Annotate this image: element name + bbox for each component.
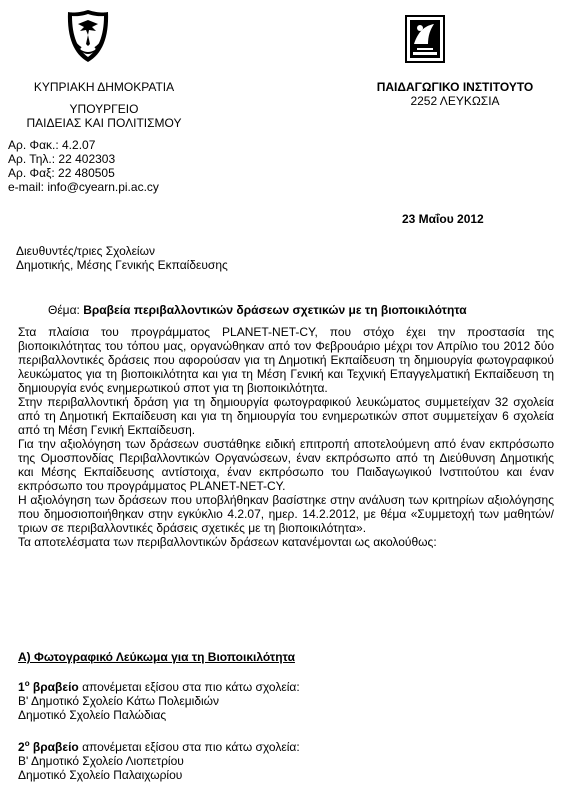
header-left <box>14 80 194 130</box>
prize-2 <box>18 740 518 782</box>
prize-2-ordinal: ο <box>24 739 30 748</box>
body-paragraph-1: Στα πλαίσια του προγράμματος PLANET-NET-CY, που στόχο έχει την προστασία της βιοποικιλότητας του τόπου μας, οργανώθηκαν από τον Φεβρουάριο μέχρι τον Απρίλιο του 2012 δύο περιβαλλοντικές δράσεις που αφορούσαν για τη Δημοτική Εκπαίδευση τη δημιουργία φωτογραφικού λευκώματος για τη βιοποικιλότητα και για τη Μέση Γενική και Τεχνική Επαγγελματική Εκπαίδευση τη δημιουργία ενός ενημερωτικού σποτ για τη βιοποικιλότητα. <box>18 325 554 395</box>
body-paragraph-4: Η αξιολόγηση των δράσεων που υποβλήθηκαν βασίστηκε στην ανάλυση των κριτηρίων αξιολόγησης που δημοσιοποιήθηκαν στην εγκύκλιο 4.2.07, ημερ. 14.2.2012, με θέμα «Συμμετοχή των μαθητών/τριων σε περιβαλλοντικές δράσεις σχετικές με τη βιοποικιλότητα». <box>18 493 554 535</box>
file-number: Αρ. Φακ.: 4.2.07 <box>8 138 96 152</box>
body-paragraph-5: Τα αποτελέσματα των περιβαλλοντικών δράσεων κατανέμονται ως ακολούθως: <box>18 535 437 549</box>
prize-2-text: απονέμεται εξίσου στα πιο κάτω σχολεία: <box>82 740 300 754</box>
subject-text: Βραβεία περιβαλλοντικών δράσεων σχετικών με τη βιοποικιλότητα <box>83 303 467 317</box>
institute-name: ΠΑΙΔΑΓΩΓΙΚΟ ΙΝΣΤΙΤΟΥΤΟ <box>376 80 534 94</box>
body-paragraph-2: Στην περιβαλλοντική δράση για τη δημιουργία φωτογραφικού λευκώματος συμμετείχαν 32 σχολεία από τη Δημοτική Εκπαίδευση και για τη δημιουργία του ενημερωτικών σποτ συμμετείχαν 6 σχολεία από τη Μέση Γενική Εκπαίδευση. <box>18 395 554 437</box>
prize-1-label: βραβείο <box>32 680 79 694</box>
email: e-mail: info@cyearn.pi.ac.cy <box>8 180 159 194</box>
subject-line <box>48 303 548 317</box>
telephone: Αρ. Τηλ.: 22 402303 <box>8 152 116 166</box>
recipients-line-2: Δημοτικής, Μέσης Γενικής Εκπαίδευσης <box>16 258 228 272</box>
letter-body <box>18 325 554 549</box>
prize-2-school: Β' Δημοτικό Σχολείο Λιοπετρίου <box>18 754 184 768</box>
recipients-line-1: Διευθυντές/τριες Σχολείων <box>16 244 155 258</box>
prize-1-number: 1 <box>18 680 25 694</box>
republic-name: ΚΥΠΡΙΑΚΗ ΔΗΜΟΚΡΑΤΙΑ <box>33 80 175 94</box>
prize-1-school: Β' Δημοτικό Σχολείο Κάτω Πολεμιδιών <box>18 694 220 708</box>
prize-1-ordinal: ο <box>24 679 30 688</box>
prize-2-school: Δημοτικό Σχολείο Παλαιχωρίου <box>18 768 183 782</box>
prize-2-label: βραβείο <box>32 740 79 754</box>
subject-label: Θέμα: <box>48 303 80 317</box>
header-right <box>350 80 560 108</box>
prize-2-heading <box>18 740 518 754</box>
institute-address: 2252 ΛΕΥΚΩΣΙΑ <box>410 94 500 108</box>
fax: Αρ. Φαξ: 22 480505 <box>8 166 115 180</box>
prize-1-heading <box>18 680 518 694</box>
section-a-title: Α) Φωτογραφικό Λεύκωμα για τη Βιοποικιλότητα <box>18 650 295 664</box>
body-paragraph-3: Για την αξιολόγηση των δράσεων συστάθηκε ειδική επιτροπή αποτελούμενη από έναν εκπρόσωπο της Ομοσπονδίας Περιβαλλοντικών Οργανώσεων, έναν εκπρόσωπο από τη Διεύθυνση Δημοτικής και Μέσης Εκπαίδευσης αντίστοιχα, έναν εκπρόσωπο του Παιδαγωγικού Ινστιτούτου και έναν εκπρόσωπο του προγράμματος PLANET-NET-CY. <box>18 437 554 493</box>
coat-of-arms-icon <box>62 8 114 64</box>
prize-1-school: Δημοτικό Σχολείο Παλώδιας <box>18 708 167 722</box>
letter-date: 23 Μαΐου 2012 <box>402 212 484 226</box>
institute-logo-icon <box>404 14 446 64</box>
reference-block <box>8 138 268 194</box>
prize-1-text: απονέμεται εξίσου στα πιο κάτω σχολεία: <box>82 680 300 694</box>
recipients <box>16 244 376 272</box>
prize-1 <box>18 680 518 722</box>
prize-2-number: 2 <box>18 740 25 754</box>
ministry-line-2: ΠΑΙΔΕΙΑΣ ΚΑΙ ΠΟΛΙΤΙΣΜΟΥ <box>26 116 182 130</box>
ministry-line-1: ΥΠΟΥΡΓΕΙΟ <box>69 102 139 116</box>
